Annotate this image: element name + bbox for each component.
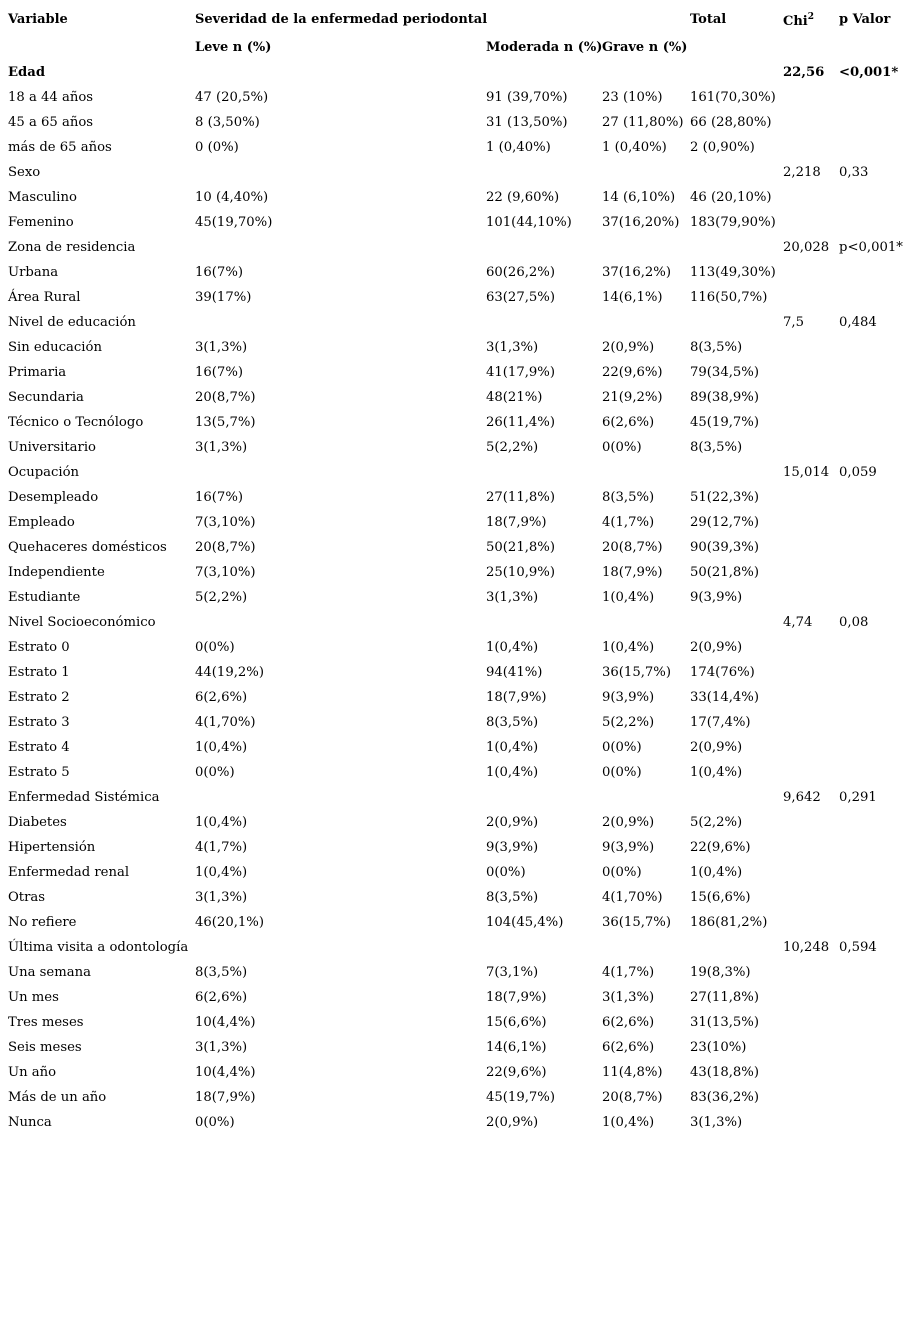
cell-leve: 7(3,10%): [195, 515, 256, 530]
header-chi-superscript: 2: [807, 11, 815, 22]
table-row: [0, 465, 914, 490]
cell-p-valor: 0,484: [839, 315, 877, 330]
cell-total: 33(14,4%): [690, 690, 759, 705]
cell-moderada: 18(7,9%): [486, 515, 547, 530]
cell-label: Independiente: [8, 565, 105, 580]
cell-label: Urbana: [8, 265, 59, 280]
cell-grave: 37(16,20%): [602, 215, 680, 230]
cell-label: Última visita a odontología: [8, 940, 189, 955]
cell-label: Estrato 1: [8, 665, 70, 680]
cell-leve: 46(20,1%): [195, 915, 264, 930]
cell-leve: 20(8,7%): [195, 540, 256, 555]
cell-total: 9(3,9%): [690, 590, 743, 605]
cell-grave: 0(0%): [602, 765, 642, 780]
table-row: [0, 940, 914, 965]
cell-total: 51(22,3%): [690, 490, 759, 505]
cell-total: 113(49,30%): [690, 265, 776, 280]
cell-leve: 5(2,2%): [195, 590, 248, 605]
header-p-valor: p Valor: [839, 12, 891, 27]
cell-label: Masculino: [8, 190, 77, 205]
cell-grave: 1(0,4%): [602, 640, 655, 655]
cell-label: Nivel Socioeconómico: [8, 615, 156, 630]
cell-leve: 8(3,5%): [195, 965, 248, 980]
cell-moderada: 2(0,9%): [486, 815, 539, 830]
table-row: [0, 215, 914, 240]
cell-leve: 16(7%): [195, 490, 243, 505]
cell-leve: 45(19,70%): [195, 215, 273, 230]
cell-total: 29(12,7%): [690, 515, 759, 530]
table-row: [0, 1115, 914, 1140]
cell-leve: 47 (20,5%): [195, 90, 269, 105]
cell-chi: 15,014: [783, 465, 830, 480]
cell-grave: 0(0%): [602, 440, 642, 455]
cell-label: Hipertensión: [8, 840, 96, 855]
cell-leve: 1(0,4%): [195, 815, 248, 830]
cell-p-valor: 0,08: [839, 615, 869, 630]
table-row: [0, 415, 914, 440]
cell-grave: 20(8,7%): [602, 1090, 663, 1105]
cell-p-valor: p<0,001*: [839, 240, 903, 255]
cell-leve: 0(0%): [195, 640, 235, 655]
cell-leve: 10(4,4%): [195, 1065, 256, 1080]
cell-moderada: 41(17,9%): [486, 365, 555, 380]
cell-moderada: 9(3,9%): [486, 840, 539, 855]
cell-label: Primaria: [8, 365, 67, 380]
table-row: [0, 290, 914, 315]
cell-moderada: 22 (9,60%): [486, 190, 560, 205]
cell-total: 2(0,9%): [690, 740, 743, 755]
cell-p-valor: <0,001*: [839, 65, 899, 80]
cell-grave: 14(6,1%): [602, 290, 663, 305]
cell-leve: 3(1,3%): [195, 340, 248, 355]
table-row: [0, 1040, 914, 1065]
cell-leve: 44(19,2%): [195, 665, 264, 680]
cell-grave: 11(4,8%): [602, 1065, 663, 1080]
table-row: [0, 165, 914, 190]
table-row: [0, 115, 914, 140]
cell-total: 89(38,9%): [690, 390, 759, 405]
cell-total: 83(36,2%): [690, 1090, 759, 1105]
cell-label: No refiere: [8, 915, 77, 930]
table-row: [0, 365, 914, 390]
cell-chi: 9,642: [783, 790, 821, 805]
cell-total: 19(8,3%): [690, 965, 751, 980]
table-row: [0, 490, 914, 515]
cell-label: Diabetes: [8, 815, 67, 830]
cell-grave: 4(1,70%): [602, 890, 663, 905]
table-row: [0, 790, 914, 815]
header-total: Total: [690, 12, 727, 27]
cell-total: 90(39,3%): [690, 540, 759, 555]
cell-leve: 8 (3,50%): [195, 115, 260, 130]
cell-moderada: 18(7,9%): [486, 990, 547, 1005]
cell-label: Área Rural: [8, 290, 81, 305]
cell-leve: 0 (0%): [195, 140, 239, 155]
table-row: [0, 915, 914, 940]
cell-grave: 1(0,4%): [602, 590, 655, 605]
table-row: [0, 990, 914, 1015]
cell-label: Estrato 5: [8, 765, 70, 780]
cell-label: 18 a 44 años: [8, 90, 94, 105]
table-row: [0, 615, 914, 640]
table-row: [0, 565, 914, 590]
cell-label: Seis meses: [8, 1040, 82, 1055]
cell-grave: 37(16,2%): [602, 265, 671, 280]
table-row: [0, 90, 914, 115]
cell-total: 27(11,8%): [690, 990, 759, 1005]
cell-grave: 4(1,7%): [602, 515, 655, 530]
cell-label: Tres meses: [8, 1015, 84, 1030]
cell-total: 3(1,3%): [690, 1115, 743, 1130]
cell-p-valor: 0,33: [839, 165, 869, 180]
cell-label: Desempleado: [8, 490, 99, 505]
cell-total: 15(6,6%): [690, 890, 751, 905]
cell-leve: 6(2,6%): [195, 690, 248, 705]
cell-grave: 6(2,6%): [602, 1040, 655, 1055]
cell-grave: 2(0,9%): [602, 340, 655, 355]
table-row: [0, 715, 914, 740]
cell-leve: 16(7%): [195, 265, 243, 280]
table-row: [0, 440, 914, 465]
cell-total: 79(34,5%): [690, 365, 759, 380]
cell-moderada: 22(9,6%): [486, 1065, 547, 1080]
cell-p-valor: 0,594: [839, 940, 877, 955]
cell-chi: 2,218: [783, 165, 821, 180]
header-row-1: [0, 12, 914, 37]
cell-leve: 10 (4,40%): [195, 190, 269, 205]
cell-grave: 20(8,7%): [602, 540, 663, 555]
cell-grave: 2(0,9%): [602, 815, 655, 830]
cell-grave: 1 (0,40%): [602, 140, 667, 155]
cell-moderada: 60(26,2%): [486, 265, 555, 280]
header-grave: Grave n (%): [602, 40, 688, 55]
cell-grave: 9(3,9%): [602, 840, 655, 855]
cell-total: 1(0,4%): [690, 865, 743, 880]
cell-label: Más de un año: [8, 1090, 107, 1105]
table-row: [0, 265, 914, 290]
cell-label: Un año: [8, 1065, 57, 1080]
table-row: [0, 690, 914, 715]
cell-grave: 21(9,2%): [602, 390, 663, 405]
cell-leve: 3(1,3%): [195, 440, 248, 455]
table-row: [0, 965, 914, 990]
cell-grave: 4(1,7%): [602, 965, 655, 980]
cell-label: Estudiante: [8, 590, 81, 605]
table-row: [0, 1090, 914, 1115]
cell-total: 2 (0,90%): [690, 140, 755, 155]
cell-moderada: 3(1,3%): [486, 340, 539, 355]
cell-total: 186(81,2%): [690, 915, 768, 930]
cell-leve: 3(1,3%): [195, 890, 248, 905]
cell-grave: 36(15,7%): [602, 665, 671, 680]
cell-total: 23(10%): [690, 1040, 747, 1055]
cell-label: Una semana: [8, 965, 91, 980]
table-row: [0, 540, 914, 565]
header-chi-text: Chi: [783, 14, 808, 29]
cell-moderada: 48(21%): [486, 390, 543, 405]
cell-label: Nivel de educación: [8, 315, 136, 330]
table-row: [0, 590, 914, 615]
table-row: [0, 190, 914, 215]
cell-grave: 3(1,3%): [602, 990, 655, 1005]
cell-label: 45 a 65 años: [8, 115, 94, 130]
cell-grave: 0(0%): [602, 865, 642, 880]
table-row: [0, 815, 914, 840]
header-variable: Variable: [8, 12, 68, 27]
cell-moderada: 25(10,9%): [486, 565, 555, 580]
cell-moderada: 63(27,5%): [486, 290, 555, 305]
cell-label: Ocupación: [8, 465, 80, 480]
cell-label: Estrato 0: [8, 640, 70, 655]
cell-leve: 4(1,7%): [195, 840, 248, 855]
cell-total: 22(9,6%): [690, 840, 751, 855]
cell-total: 174(76%): [690, 665, 755, 680]
cell-chi: 22,56: [783, 65, 825, 80]
header-moderada: Moderada n (%): [486, 40, 603, 55]
cell-label: Nunca: [8, 1115, 52, 1130]
cell-leve: 39(17%): [195, 290, 252, 305]
cell-label: Estrato 3: [8, 715, 70, 730]
cell-chi: 4,74: [783, 615, 813, 630]
cell-leve: 16(7%): [195, 365, 243, 380]
cell-moderada: 94(41%): [486, 665, 543, 680]
cell-grave: 6(2,6%): [602, 1015, 655, 1030]
header-leve: Leve n (%): [195, 40, 272, 55]
cell-leve: 20(8,7%): [195, 390, 256, 405]
table-row: [0, 390, 914, 415]
cell-label: Zona de residencia: [8, 240, 136, 255]
cell-grave: 23 (10%): [602, 90, 663, 105]
cell-leve: 18(7,9%): [195, 1090, 256, 1105]
cell-total: 2(0,9%): [690, 640, 743, 655]
table-row: [0, 65, 914, 90]
cell-label: Sexo: [8, 165, 41, 180]
table-row: [0, 240, 914, 265]
cell-total: 31(13,5%): [690, 1015, 759, 1030]
cell-total: 50(21,8%): [690, 565, 759, 580]
cell-moderada: 26(11,4%): [486, 415, 555, 430]
table-row: [0, 765, 914, 790]
table-row: [0, 840, 914, 865]
cell-leve: 0(0%): [195, 1115, 235, 1130]
table-row: [0, 315, 914, 340]
table-row: [0, 865, 914, 890]
table-row: [0, 740, 914, 765]
cell-label: Universitario: [8, 440, 96, 455]
cell-label: Técnico o Tecnólogo: [8, 415, 144, 430]
cell-p-valor: 0,059: [839, 465, 877, 480]
cell-moderada: 1(0,4%): [486, 740, 539, 755]
table-row: [0, 890, 914, 915]
cell-grave: 22(9,6%): [602, 365, 663, 380]
cell-total: 183(79,90%): [690, 215, 776, 230]
header-row-2: [0, 40, 914, 65]
cell-moderada: 1 (0,40%): [486, 140, 551, 155]
cell-grave: 18(7,9%): [602, 565, 663, 580]
cell-label: Femenino: [8, 215, 74, 230]
cell-moderada: 3(1,3%): [486, 590, 539, 605]
cell-moderada: 8(3,5%): [486, 890, 539, 905]
cell-label: Estrato 2: [8, 690, 70, 705]
cell-leve: 1(0,4%): [195, 865, 248, 880]
cell-total: 116(50,7%): [690, 290, 768, 305]
table-row: [0, 1065, 914, 1090]
cell-total: 8(3,5%): [690, 340, 743, 355]
cell-label: Quehaceres domésticos: [8, 540, 167, 555]
cell-chi: 10,248: [783, 940, 830, 955]
cell-grave: 1(0,4%): [602, 1115, 655, 1130]
cell-moderada: 7(3,1%): [486, 965, 539, 980]
cell-grave: 36(15,7%): [602, 915, 671, 930]
header-chi: [783, 11, 815, 30]
cell-label: Enfermedad renal: [8, 865, 130, 880]
cell-moderada: 27(11,8%): [486, 490, 555, 505]
cell-total: 161(70,30%): [690, 90, 776, 105]
cell-label: Secundaria: [8, 390, 84, 405]
cell-moderada: 14(6,1%): [486, 1040, 547, 1055]
cell-moderada: 31 (13,50%): [486, 115, 568, 130]
cell-moderada: 104(45,4%): [486, 915, 564, 930]
cell-moderada: 101(44,10%): [486, 215, 572, 230]
cell-leve: 13(5,7%): [195, 415, 256, 430]
cell-total: 17(7,4%): [690, 715, 751, 730]
cell-moderada: 2(0,9%): [486, 1115, 539, 1130]
cell-label: Otras: [8, 890, 46, 905]
cell-label: Edad: [8, 65, 46, 80]
cell-label: Un mes: [8, 990, 59, 1005]
cell-grave: 8(3,5%): [602, 490, 655, 505]
cell-total: 43(18,8%): [690, 1065, 759, 1080]
cell-grave: 0(0%): [602, 740, 642, 755]
cell-chi: 7,5: [783, 315, 804, 330]
cell-p-valor: 0,291: [839, 790, 877, 805]
cell-leve: 1(0,4%): [195, 740, 248, 755]
table-row: [0, 1015, 914, 1040]
cell-total: 46 (20,10%): [690, 190, 772, 205]
cell-grave: 6(2,6%): [602, 415, 655, 430]
cell-moderada: 8(3,5%): [486, 715, 539, 730]
cell-moderada: 1(0,4%): [486, 640, 539, 655]
cell-moderada: 45(19,7%): [486, 1090, 555, 1105]
cell-label: más de 65 años: [8, 140, 112, 155]
cell-grave: 5(2,2%): [602, 715, 655, 730]
cell-moderada: 50(21,8%): [486, 540, 555, 555]
table-row: [0, 340, 914, 365]
cell-moderada: 91 (39,70%): [486, 90, 568, 105]
cell-grave: 9(3,9%): [602, 690, 655, 705]
table-row: [0, 640, 914, 665]
cell-label: Sin educación: [8, 340, 102, 355]
cell-total: 8(3,5%): [690, 440, 743, 455]
cell-label: Enfermedad Sistémica: [8, 790, 160, 805]
cell-moderada: 5(2,2%): [486, 440, 539, 455]
cell-label: Empleado: [8, 515, 75, 530]
cell-grave: 27 (11,80%): [602, 115, 684, 130]
cell-total: 5(2,2%): [690, 815, 743, 830]
cell-total: 45(19,7%): [690, 415, 759, 430]
cell-label: Estrato 4: [8, 740, 70, 755]
cell-leve: 0(0%): [195, 765, 235, 780]
cell-leve: 10(4,4%): [195, 1015, 256, 1030]
cell-grave: 14 (6,10%): [602, 190, 676, 205]
cell-moderada: 15(6,6%): [486, 1015, 547, 1030]
cell-leve: 3(1,3%): [195, 1040, 248, 1055]
cell-moderada: 1(0,4%): [486, 765, 539, 780]
cell-moderada: 18(7,9%): [486, 690, 547, 705]
cell-leve: 6(2,6%): [195, 990, 248, 1005]
table-row: [0, 515, 914, 540]
table-row: [0, 665, 914, 690]
table-row: [0, 140, 914, 165]
cell-total: 1(0,4%): [690, 765, 743, 780]
cell-leve: 4(1,70%): [195, 715, 256, 730]
cell-leve: 7(3,10%): [195, 565, 256, 580]
cell-moderada: 0(0%): [486, 865, 526, 880]
cell-chi: 20,028: [783, 240, 830, 255]
cell-total: 66 (28,80%): [690, 115, 772, 130]
header-severity: Severidad de la enfermedad periodontal: [195, 12, 488, 27]
